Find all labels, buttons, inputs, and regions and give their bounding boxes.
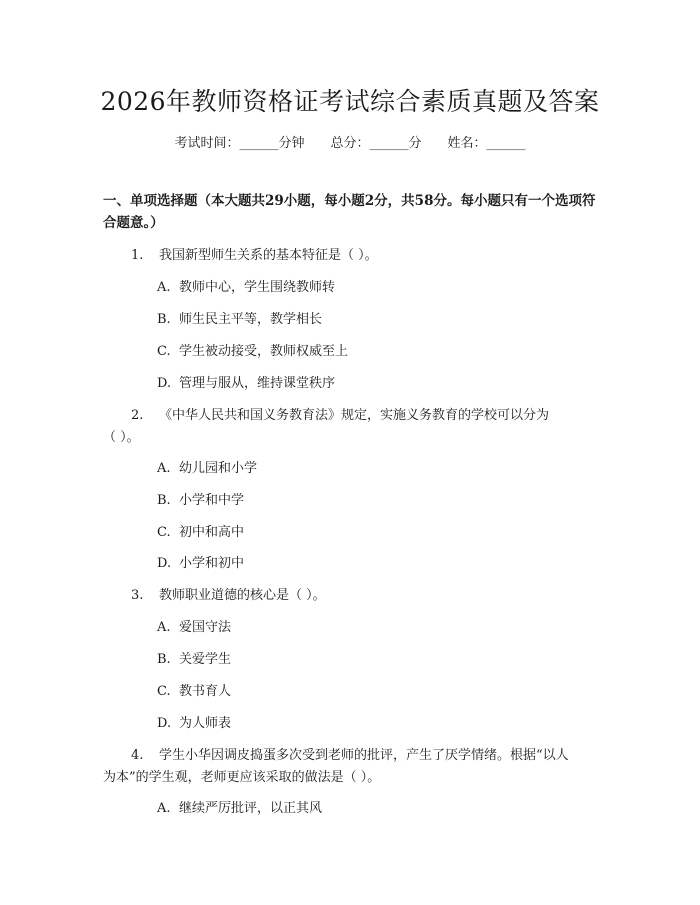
option-letter: B. xyxy=(157,312,171,327)
option-1a xyxy=(157,276,335,295)
option-text: 爱国守法 xyxy=(179,620,232,635)
option-letter: A. xyxy=(157,461,171,476)
option-letter: B. xyxy=(157,493,171,508)
question-2 xyxy=(131,404,549,423)
question-text: 教师职业道德的核心是（ ）。 xyxy=(159,588,326,603)
option-3c xyxy=(157,680,231,699)
option-letter: A. xyxy=(157,280,171,295)
option-letter: D. xyxy=(157,376,172,391)
option-letter: C. xyxy=(157,344,171,359)
option-2c xyxy=(157,521,244,540)
question-number: 3. xyxy=(131,588,144,603)
exam-score-field: 总分：______分 xyxy=(330,136,422,151)
question-number: 1. xyxy=(131,248,144,263)
question-text: 《中华人民共和国义务教育法》规定，实施义务教育的学校可以分为 xyxy=(159,408,550,423)
option-letter: C. xyxy=(157,684,171,699)
option-letter: B. xyxy=(157,652,171,667)
option-1b xyxy=(157,308,322,327)
document-title: 2026年教师资格证考试综合素质真题及答案 xyxy=(100,87,600,116)
exam-time-field: 考试时间：______分钟 xyxy=(174,136,305,151)
question-1 xyxy=(131,244,378,263)
option-2d xyxy=(157,552,244,571)
option-letter: A. xyxy=(157,620,171,635)
option-3a xyxy=(157,616,231,635)
option-text: 继续严厉批评，以正其风 xyxy=(179,801,323,816)
question-number: 2. xyxy=(131,408,144,423)
option-text: 教师中心，学生围绕教师转 xyxy=(179,280,336,295)
option-letter: C. xyxy=(157,525,171,540)
option-1d xyxy=(157,372,335,391)
question-4 xyxy=(131,744,569,763)
option-2b xyxy=(157,489,244,508)
option-text: 幼儿园和小学 xyxy=(179,461,258,476)
question-4-continued: 为本”的学生观，老师更应该采取的做法是（ ）。 xyxy=(103,770,381,785)
option-1c xyxy=(157,340,348,359)
section-heading: 一、单项选择题（本大题共29小题，每小题2分，共58分。每小题只有一个选项符合题意。） xyxy=(103,193,596,231)
exam-info-line xyxy=(0,132,700,151)
question-text: 我国新型师生关系的基本特征是（ ）。 xyxy=(159,248,378,263)
question-number: 4. xyxy=(131,748,144,763)
option-letter: D. xyxy=(157,556,172,571)
option-text: 小学和初中 xyxy=(179,556,245,571)
option-text: 教书育人 xyxy=(179,684,232,699)
option-2a xyxy=(157,457,257,476)
option-3b xyxy=(157,648,231,667)
exam-name-field: 姓名：______ xyxy=(447,136,526,151)
option-letter: A. xyxy=(157,801,171,816)
question-text: 学生小华因调皮捣蛋多次受到老师的批评，产生了厌学情绪。根据“以人 xyxy=(159,748,569,763)
option-text: 管理与服从，维持课堂秩序 xyxy=(179,376,336,391)
option-text: 为人师表 xyxy=(179,716,232,731)
option-3d xyxy=(157,712,231,731)
option-text: 初中和高中 xyxy=(179,525,245,540)
question-2-continued: （ ）。 xyxy=(103,430,140,445)
option-text: 学生被动接受，教师权威至上 xyxy=(179,344,349,359)
option-letter: D. xyxy=(157,716,172,731)
question-3 xyxy=(131,584,326,603)
option-text: 师生民主平等，教学相长 xyxy=(179,312,323,327)
option-4a xyxy=(157,797,322,816)
option-text: 关爱学生 xyxy=(179,652,232,667)
option-text: 小学和中学 xyxy=(179,493,245,508)
